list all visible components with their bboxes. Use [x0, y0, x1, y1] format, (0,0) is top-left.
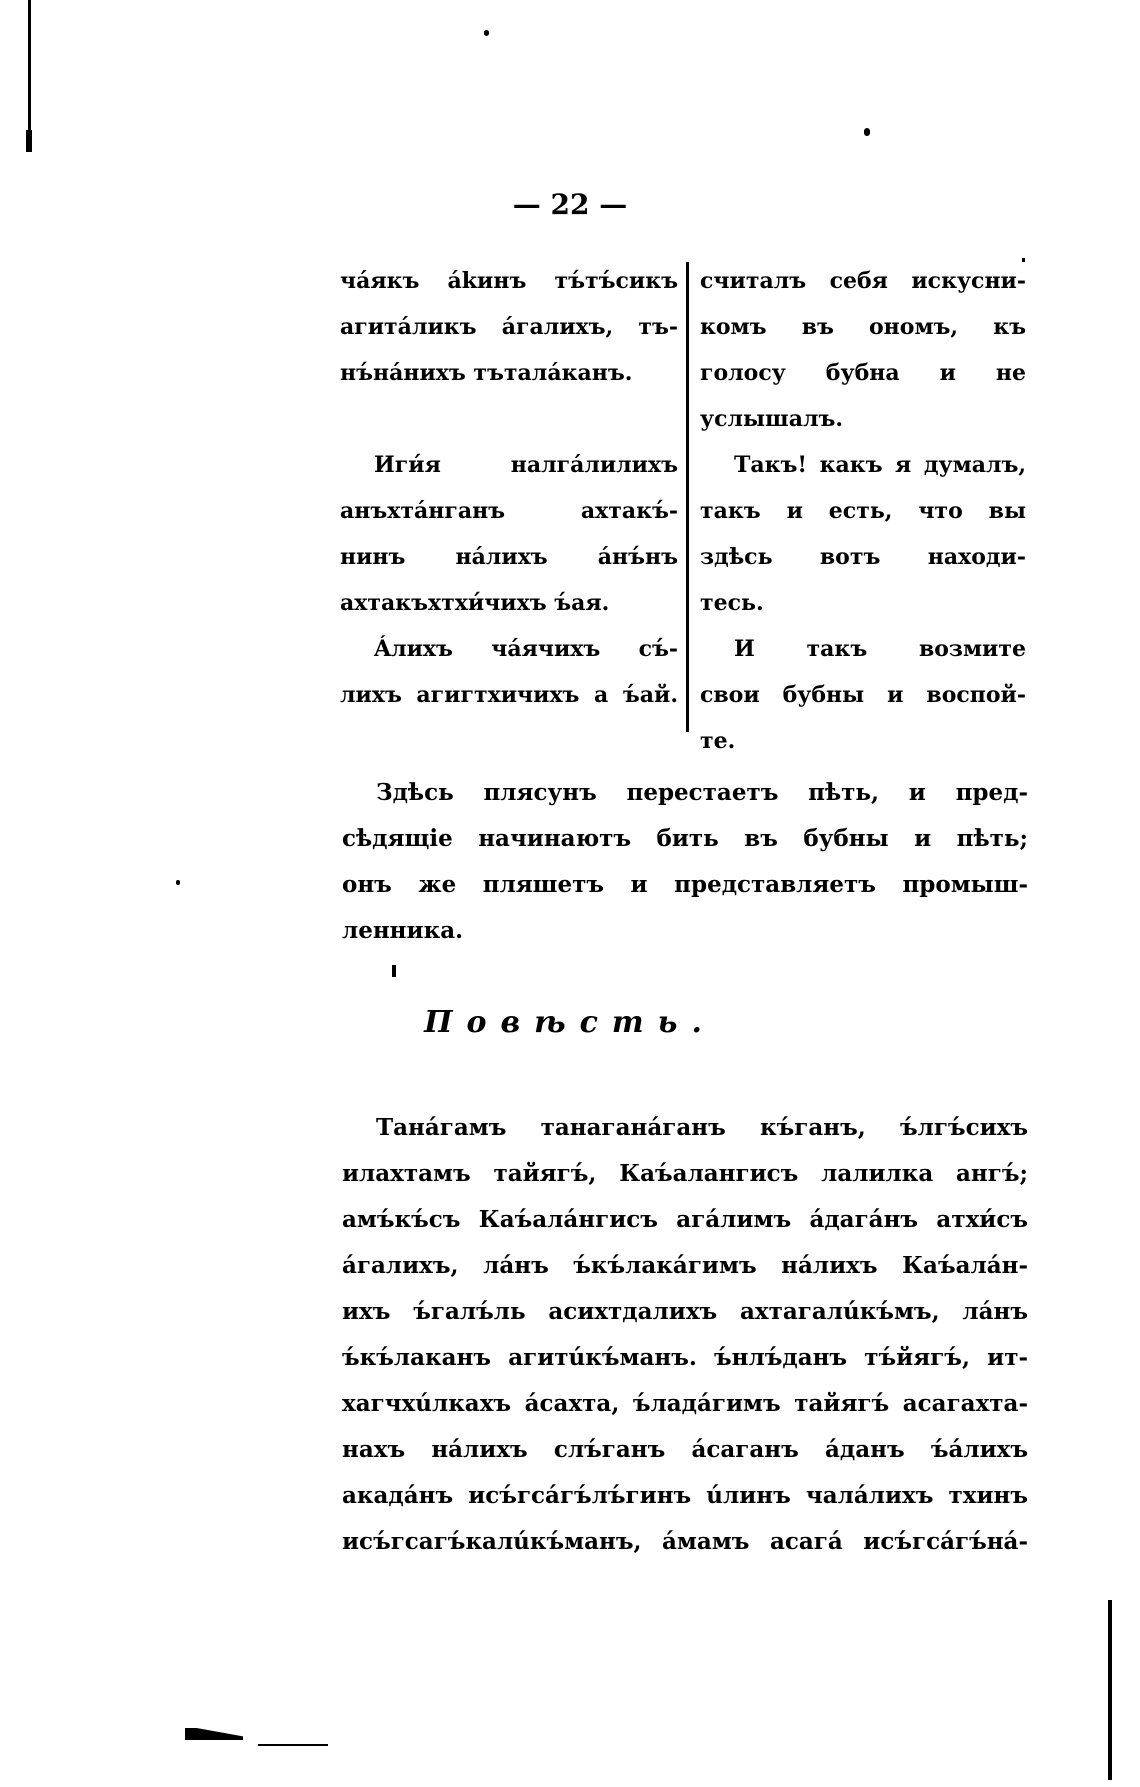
left-line: Áлихъ чáячихъ съ́-	[374, 636, 678, 662]
scan-edge-left-tick	[26, 130, 32, 152]
left-line: лихъ агигтхичихъ а ъ́ай.	[340, 682, 678, 708]
paragraph-line: амъ́къ́съ Каъ́алáнгисъ агáлимъ áдагáнъ атхи́съ	[342, 1206, 1028, 1233]
right-line: комъ въ ономъ, къ	[700, 314, 1026, 340]
left-line: чáякъ ákинъ тъ́тъ́сикъ	[340, 268, 678, 294]
left-line: Иги́я налгáлилихъ	[374, 452, 678, 478]
left-line: ахтакъхтхи́чихъ ъ́ая.	[340, 590, 610, 616]
scan-edge-left	[28, 0, 31, 140]
scan-blot-bottom-left	[185, 1728, 243, 1740]
section-heading: Повѣсть.	[424, 1005, 716, 1040]
paragraph-line: ленника.	[342, 917, 464, 944]
stage-direction-paragraph	[342, 770, 1028, 954]
paragraph-line: исъ́гсагъ́калúкъ́манъ, áмамъ асагá исъ́гсáгъ́нá-	[342, 1528, 1028, 1555]
page-number: — 22 —	[512, 188, 628, 221]
paragraph-line: Танáгамъ танаганáганъ къ́ганъ, ъ́лгъ́сихъ	[376, 1114, 1028, 1141]
scan-dot	[864, 128, 870, 136]
right-line: услышалъ.	[700, 406, 843, 432]
paragraph-line: акадáнъ исъ́гсáгъ́лъ́гинъ úлинъ чалáлихъ тхинъ	[342, 1482, 1028, 1509]
scan-dot	[484, 30, 489, 36]
paragraph-line: онъ же пляшетъ и представляетъ промыш-	[342, 871, 1028, 898]
paragraph-line: илахтамъ тайягъ́, Каъ́алангисъ лалилка ангъ́;	[342, 1160, 1028, 1187]
right-line: голосу бубна и не	[700, 360, 1026, 386]
scan-dot	[392, 965, 396, 977]
paragraph-line: нахъ нáлихъ слъ́ганъ áсаганъ áданъ ъ́áлихъ	[342, 1436, 1028, 1463]
right-line: здѣсь вотъ находи-	[700, 544, 1026, 570]
paragraph-line: сѣдящіе начинаютъ бить въ бубны и пѣть;	[342, 825, 1028, 852]
scan-dash-bottom	[258, 1744, 328, 1746]
right-line: считалъ себя искусни-	[700, 268, 1026, 294]
paragraph-line: ихъ ъ́галъ́ль асихтдалихъ ахтагалúкъ́мъ, лáнъ	[342, 1298, 1028, 1325]
left-line: агитáликъ áгалихъ, тъ-	[340, 314, 678, 340]
right-line: такъ и есть, что вы	[700, 498, 1026, 524]
story-paragraph	[342, 1105, 1028, 1565]
left-line-blank	[340, 396, 678, 442]
paragraph-line: ъ́къ́лаканъ агитúкъ́манъ. ъ́нлъ́данъ тъ́йягъ́, ит-	[342, 1344, 1028, 1371]
right-line: те.	[700, 728, 736, 754]
scan-edge-right	[1108, 1600, 1112, 1780]
right-line: Такъ! какъ я думалъ,	[734, 452, 1026, 478]
left-line: нинъ нáлихъ áнъ́нъ	[340, 544, 678, 570]
paragraph-line: áгалихъ, лáнъ ъ́къ́лакáгимъ нáлихъ Каъ́алáн-	[342, 1252, 1028, 1279]
right-line: свои бубны и воспой-	[700, 682, 1026, 708]
left-line: нъ́нáнихъ тъталáканъ.	[340, 360, 633, 386]
paragraph-line: хагчхúлкахъ áсахта, ъ́ладáгимъ тайягъ́ асагахта-	[342, 1390, 1028, 1417]
right-line: тесь.	[700, 590, 764, 616]
paragraph-line: Здѣсь плясунъ перестаетъ пѣть, и пред-	[376, 779, 1028, 806]
scan-dot	[176, 880, 180, 885]
right-line: И такъ возмите	[734, 636, 1026, 662]
column-divider	[686, 262, 689, 732]
left-line: анъхтáнганъ ахтакъ́-	[340, 498, 678, 524]
left-column	[340, 258, 678, 718]
right-column	[700, 258, 1026, 764]
